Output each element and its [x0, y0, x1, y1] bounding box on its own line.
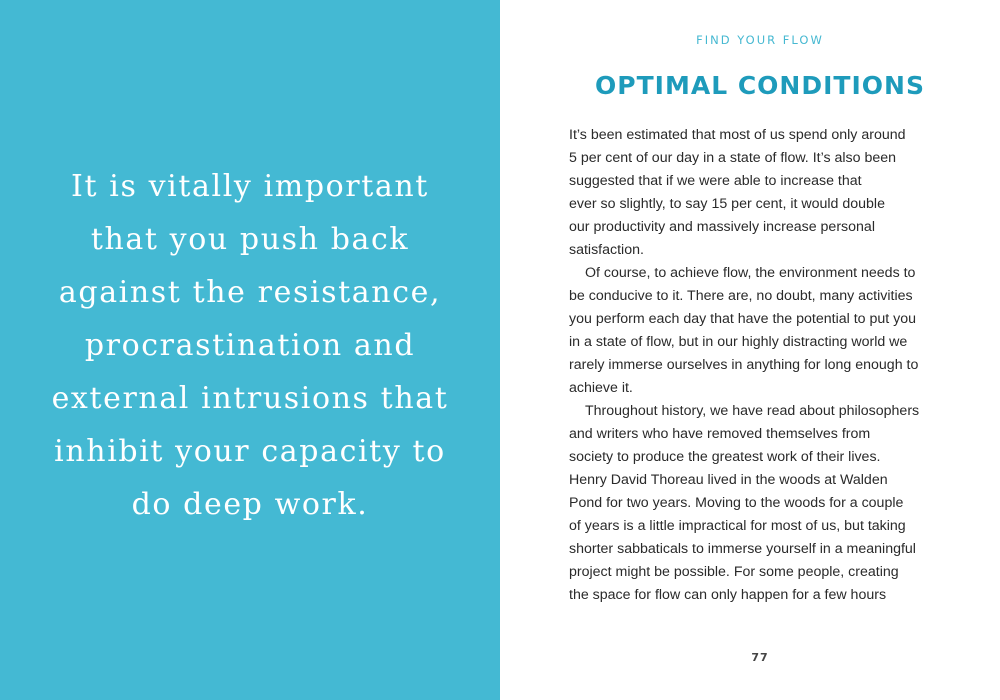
body-line: in a state of flow, but in our highly distracting world we: [569, 334, 908, 350]
body-line: Henry David Thoreau lived in the woods at Walden: [569, 472, 888, 488]
running-head: FIND YOUR FLOW: [696, 33, 824, 47]
body-line: the space for flow can only happen for a few hours: [569, 587, 887, 603]
body-line: Throughout history, we have read about philosophers: [585, 403, 920, 419]
quote-line: against the resistance,: [58, 275, 442, 310]
body-line: It’s been estimated that most of us spend only around: [569, 127, 906, 143]
body-line: achieve it.: [569, 380, 633, 396]
quote-line: that you push back: [90, 222, 410, 257]
body-line: of years is a little impractical for most of us, but taking: [569, 518, 906, 534]
body-line: our productivity and massively increase personal: [569, 219, 875, 235]
pull-quote: [20, 160, 480, 531]
quote-line: inhibit your capacity to: [54, 434, 446, 469]
body-line: suggested that if we were able to increase that: [569, 173, 862, 189]
body-line: be conducive to it. There are, no doubt, many activities: [569, 288, 913, 304]
body-line: and writers who have removed themselves from: [569, 426, 871, 442]
body-line: Pond for two years. Moving to the woods for a couple: [569, 495, 904, 511]
quote-line: do deep work.: [131, 487, 369, 522]
body-line: Of course, to achieve flow, the environment needs to: [585, 265, 916, 281]
body-line: 5 per cent of our day in a state of flow. It’s also been: [569, 150, 897, 166]
body-line: you perform each day that have the potential to put you: [569, 311, 917, 327]
page-number: 77: [751, 651, 769, 664]
quote-line: procrastination and: [84, 328, 416, 363]
body-line: ever so slightly, to say 15 per cent, it would double: [569, 196, 885, 212]
body-text: [569, 124, 969, 607]
quote-line: It is vitally important: [71, 169, 429, 204]
right-page-text: [500, 0, 1000, 700]
body-line: shorter sabbaticals to immerse yourself in a meaningful: [569, 541, 916, 557]
body-line: satisfaction.: [569, 242, 644, 258]
body-line: project might be possible. For some people, creating: [569, 564, 899, 580]
body-line: rarely immerse ourselves in anything for long enough to: [569, 357, 919, 373]
body-line: society to produce the greatest work of their lives.: [569, 449, 881, 465]
section-heading: OPTIMAL CONDITIONS: [595, 71, 925, 100]
quote-line: external intrusions that: [51, 381, 449, 416]
